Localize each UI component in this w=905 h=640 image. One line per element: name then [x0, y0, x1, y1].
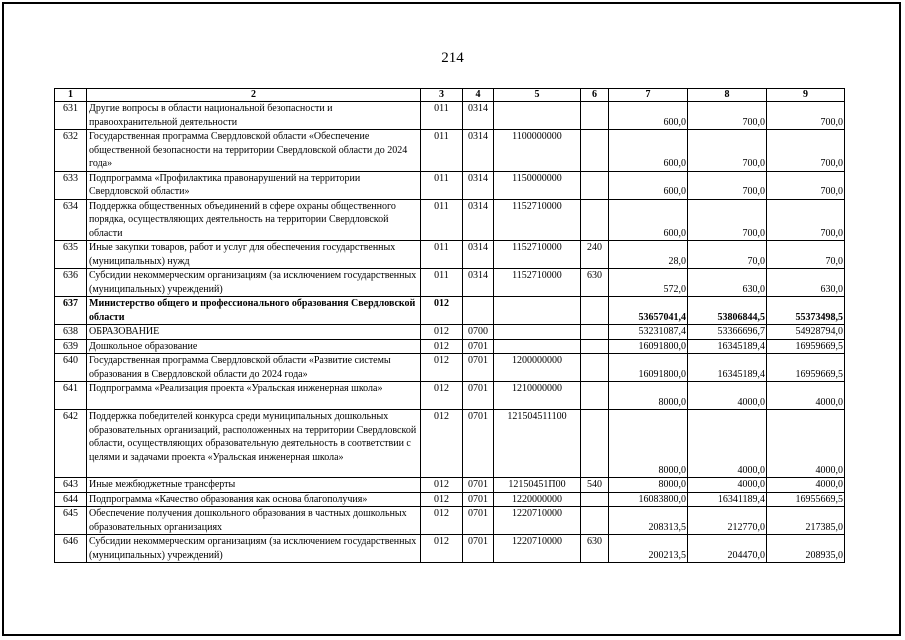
table-row: [55, 354, 845, 382]
row-target-code: 1152710000: [494, 199, 581, 241]
row-amount-col7: 16091800,0: [609, 354, 688, 382]
row-number: 632: [55, 130, 87, 172]
row-section-code: 0701: [463, 535, 494, 563]
row-number: 644: [55, 492, 87, 507]
row-target-code: [494, 339, 581, 354]
row-amount-col9: 70,0: [767, 241, 845, 269]
column-header-4: 4: [463, 89, 494, 102]
row-number: 640: [55, 354, 87, 382]
table-row: [55, 507, 845, 535]
row-ministry-code: 012: [421, 339, 463, 354]
table-row: [55, 269, 845, 297]
row-number: 639: [55, 339, 87, 354]
row-section-code: 0314: [463, 199, 494, 241]
row-expense-type: [581, 382, 609, 410]
row-number: 636: [55, 269, 87, 297]
table-row: [55, 102, 845, 130]
row-expense-type: [581, 297, 609, 325]
row-target-code: 1220710000: [494, 535, 581, 563]
row-amount-col8: 204470,0: [688, 535, 767, 563]
row-target-code: [494, 102, 581, 130]
row-target-code: 12150451П00: [494, 478, 581, 493]
table-header-row: [55, 89, 845, 102]
row-amount-col9: 700,0: [767, 171, 845, 199]
row-section-code: 0701: [463, 492, 494, 507]
row-description: Подпрограмма «Профилактика правонарушений на территории Свердловской области»: [87, 171, 421, 199]
row-amount-col9: 55373498,5: [767, 297, 845, 325]
row-description: Государственная программа Свердловской области «Развитие системы образования в Свердловской области до 2024 года»: [87, 354, 421, 382]
row-description: Подпрограмма «Качество образования как основа благополучия»: [87, 492, 421, 507]
row-amount-col8: 53806844,5: [688, 297, 767, 325]
row-amount-col8: 700,0: [688, 199, 767, 241]
row-ministry-code: 011: [421, 171, 463, 199]
row-ministry-code: 012: [421, 535, 463, 563]
row-amount-col7: 8000,0: [609, 410, 688, 478]
row-section-code: 0701: [463, 382, 494, 410]
table-row: [55, 199, 845, 241]
table-row: [55, 410, 845, 478]
row-amount-col8: 4000,0: [688, 478, 767, 493]
row-amount-col9: 208935,0: [767, 535, 845, 563]
table-row: [55, 241, 845, 269]
row-expense-type: [581, 199, 609, 241]
row-ministry-code: 011: [421, 102, 463, 130]
row-amount-col8: 700,0: [688, 130, 767, 172]
row-amount-col8: 16341189,4: [688, 492, 767, 507]
row-description: Поддержка победителей конкурса среди муниципальных дошкольных образовательных организаций, расположенных на территории Свердловской области, осуществляющих образовательную деятельность в соответствии с целями и задачами проекта «Уральская инженерная школа»: [87, 410, 421, 478]
row-amount-col7: 600,0: [609, 130, 688, 172]
row-ministry-code: 012: [421, 492, 463, 507]
row-section-code: 0314: [463, 171, 494, 199]
row-amount-col8: 700,0: [688, 102, 767, 130]
table-body: [55, 102, 845, 563]
row-ministry-code: 011: [421, 269, 463, 297]
budget-table: [54, 88, 845, 563]
row-section-code: 0314: [463, 241, 494, 269]
row-number: 635: [55, 241, 87, 269]
column-header-2: 2: [87, 89, 421, 102]
row-ministry-code: 011: [421, 241, 463, 269]
column-header-6: 6: [581, 89, 609, 102]
row-description: Министерство общего и профессионального образования Свердловской области: [87, 297, 421, 325]
row-expense-type: 240: [581, 241, 609, 269]
row-description: Поддержка общественных объединений в сфере охраны общественного порядка, осуществляющих деятельность на территории Свердловской области: [87, 199, 421, 241]
row-description: Государственная программа Свердловской области «Обеспечение общественной безопасности на территории Свердловской области до 2024 года»: [87, 130, 421, 172]
row-expense-type: 630: [581, 535, 609, 563]
row-amount-col7: 208313,5: [609, 507, 688, 535]
row-target-code: 1100000000: [494, 130, 581, 172]
row-target-code: [494, 297, 581, 325]
row-section-code: 0314: [463, 130, 494, 172]
row-ministry-code: 011: [421, 199, 463, 241]
row-number: 645: [55, 507, 87, 535]
column-header-9: 9: [767, 89, 845, 102]
table-row: [55, 130, 845, 172]
row-expense-type: [581, 325, 609, 340]
row-ministry-code: 012: [421, 325, 463, 340]
row-section-code: 0701: [463, 507, 494, 535]
row-target-code: 1152710000: [494, 269, 581, 297]
row-description: Иные межбюджетные трансферты: [87, 478, 421, 493]
row-amount-col8: 630,0: [688, 269, 767, 297]
row-amount-col7: 8000,0: [609, 478, 688, 493]
row-amount-col7: 600,0: [609, 102, 688, 130]
row-description: Субсидии некоммерческим организациям (за исключением государственных (муниципальных) учреждений): [87, 269, 421, 297]
row-amount-col7: 600,0: [609, 171, 688, 199]
table-row: [55, 382, 845, 410]
row-number: 646: [55, 535, 87, 563]
row-expense-type: [581, 102, 609, 130]
row-amount-col9: 700,0: [767, 130, 845, 172]
row-section-code: 0701: [463, 339, 494, 354]
row-amount-col7: 53657041,4: [609, 297, 688, 325]
column-header-7: 7: [609, 89, 688, 102]
table-row: [55, 478, 845, 493]
row-expense-type: 630: [581, 269, 609, 297]
row-amount-col7: 16091800,0: [609, 339, 688, 354]
column-header-1: 1: [55, 89, 87, 102]
row-amount-col8: 212770,0: [688, 507, 767, 535]
table-row: [55, 297, 845, 325]
row-amount-col9: 16955669,5: [767, 492, 845, 507]
row-number: 631: [55, 102, 87, 130]
row-ministry-code: 012: [421, 354, 463, 382]
row-description: Обеспечение получения дошкольного образования в частных дошкольных образовательных организациях: [87, 507, 421, 535]
row-description: Другие вопросы в области национальной безопасности и правоохранительной деятельности: [87, 102, 421, 130]
row-number: 642: [55, 410, 87, 478]
row-target-code: [494, 325, 581, 340]
row-section-code: 0314: [463, 269, 494, 297]
row-amount-col9: 630,0: [767, 269, 845, 297]
row-description: ОБРАЗОВАНИЕ: [87, 325, 421, 340]
row-amount-col9: 217385,0: [767, 507, 845, 535]
row-amount-col7: 28,0: [609, 241, 688, 269]
row-amount-col9: 700,0: [767, 199, 845, 241]
row-section-code: 0701: [463, 478, 494, 493]
row-ministry-code: 012: [421, 507, 463, 535]
row-ministry-code: 011: [421, 130, 463, 172]
row-expense-type: [581, 354, 609, 382]
row-amount-col9: 4000,0: [767, 382, 845, 410]
row-target-code: 1150000000: [494, 171, 581, 199]
row-target-code: 1220000000: [494, 492, 581, 507]
row-amount-col9: 54928794,0: [767, 325, 845, 340]
row-number: 641: [55, 382, 87, 410]
table-row: [55, 492, 845, 507]
row-amount-col9: 4000,0: [767, 478, 845, 493]
row-description: Подпрограмма «Реализация проекта «Уральская инженерная школа»: [87, 382, 421, 410]
row-expense-type: [581, 130, 609, 172]
table-row: [55, 325, 845, 340]
row-section-code: [463, 297, 494, 325]
row-expense-type: [581, 410, 609, 478]
row-amount-col9: 4000,0: [767, 410, 845, 478]
row-description: Иные закупки товаров, работ и услуг для обеспечения государственных (муниципальных) нужд: [87, 241, 421, 269]
row-amount-col8: 53366696,7: [688, 325, 767, 340]
row-amount-col8: 16345189,4: [688, 354, 767, 382]
row-section-code: 0700: [463, 325, 494, 340]
row-amount-col8: 70,0: [688, 241, 767, 269]
row-expense-type: [581, 507, 609, 535]
row-amount-col9: 700,0: [767, 102, 845, 130]
row-target-code: 1152710000: [494, 241, 581, 269]
row-target-code: 1220710000: [494, 507, 581, 535]
row-amount-col7: 8000,0: [609, 382, 688, 410]
row-amount-col9: 16959669,5: [767, 354, 845, 382]
row-target-code: 1210000000: [494, 382, 581, 410]
row-expense-type: [581, 339, 609, 354]
row-description: Дошкольное образование: [87, 339, 421, 354]
row-number: 638: [55, 325, 87, 340]
table-row: [55, 339, 845, 354]
row-expense-type: 540: [581, 478, 609, 493]
row-section-code: 0314: [463, 102, 494, 130]
row-target-code: 1200000000: [494, 354, 581, 382]
row-section-code: 0701: [463, 354, 494, 382]
row-description: Субсидии некоммерческим организациям (за исключением государственных (муниципальных) учреждений): [87, 535, 421, 563]
table-row: [55, 535, 845, 563]
row-amount-col7: 572,0: [609, 269, 688, 297]
row-amount-col9: 16959669,5: [767, 339, 845, 354]
row-number: 634: [55, 199, 87, 241]
row-ministry-code: 012: [421, 410, 463, 478]
row-ministry-code: 012: [421, 297, 463, 325]
row-number: 637: [55, 297, 87, 325]
row-section-code: 0701: [463, 410, 494, 478]
row-expense-type: [581, 492, 609, 507]
row-ministry-code: 012: [421, 478, 463, 493]
row-amount-col7: 16083800,0: [609, 492, 688, 507]
row-amount-col8: 700,0: [688, 171, 767, 199]
row-amount-col7: 200213,5: [609, 535, 688, 563]
row-number: 643: [55, 478, 87, 493]
row-amount-col7: 53231087,4: [609, 325, 688, 340]
row-amount-col8: 16345189,4: [688, 339, 767, 354]
row-expense-type: [581, 171, 609, 199]
row-number: 633: [55, 171, 87, 199]
page-number: 214: [441, 50, 464, 66]
table-row: [55, 171, 845, 199]
column-header-5: 5: [494, 89, 581, 102]
column-header-8: 8: [688, 89, 767, 102]
row-amount-col8: 4000,0: [688, 382, 767, 410]
row-ministry-code: 012: [421, 382, 463, 410]
column-header-3: 3: [421, 89, 463, 102]
row-amount-col8: 4000,0: [688, 410, 767, 478]
row-target-code: 121504511100: [494, 410, 581, 478]
row-amount-col7: 600,0: [609, 199, 688, 241]
